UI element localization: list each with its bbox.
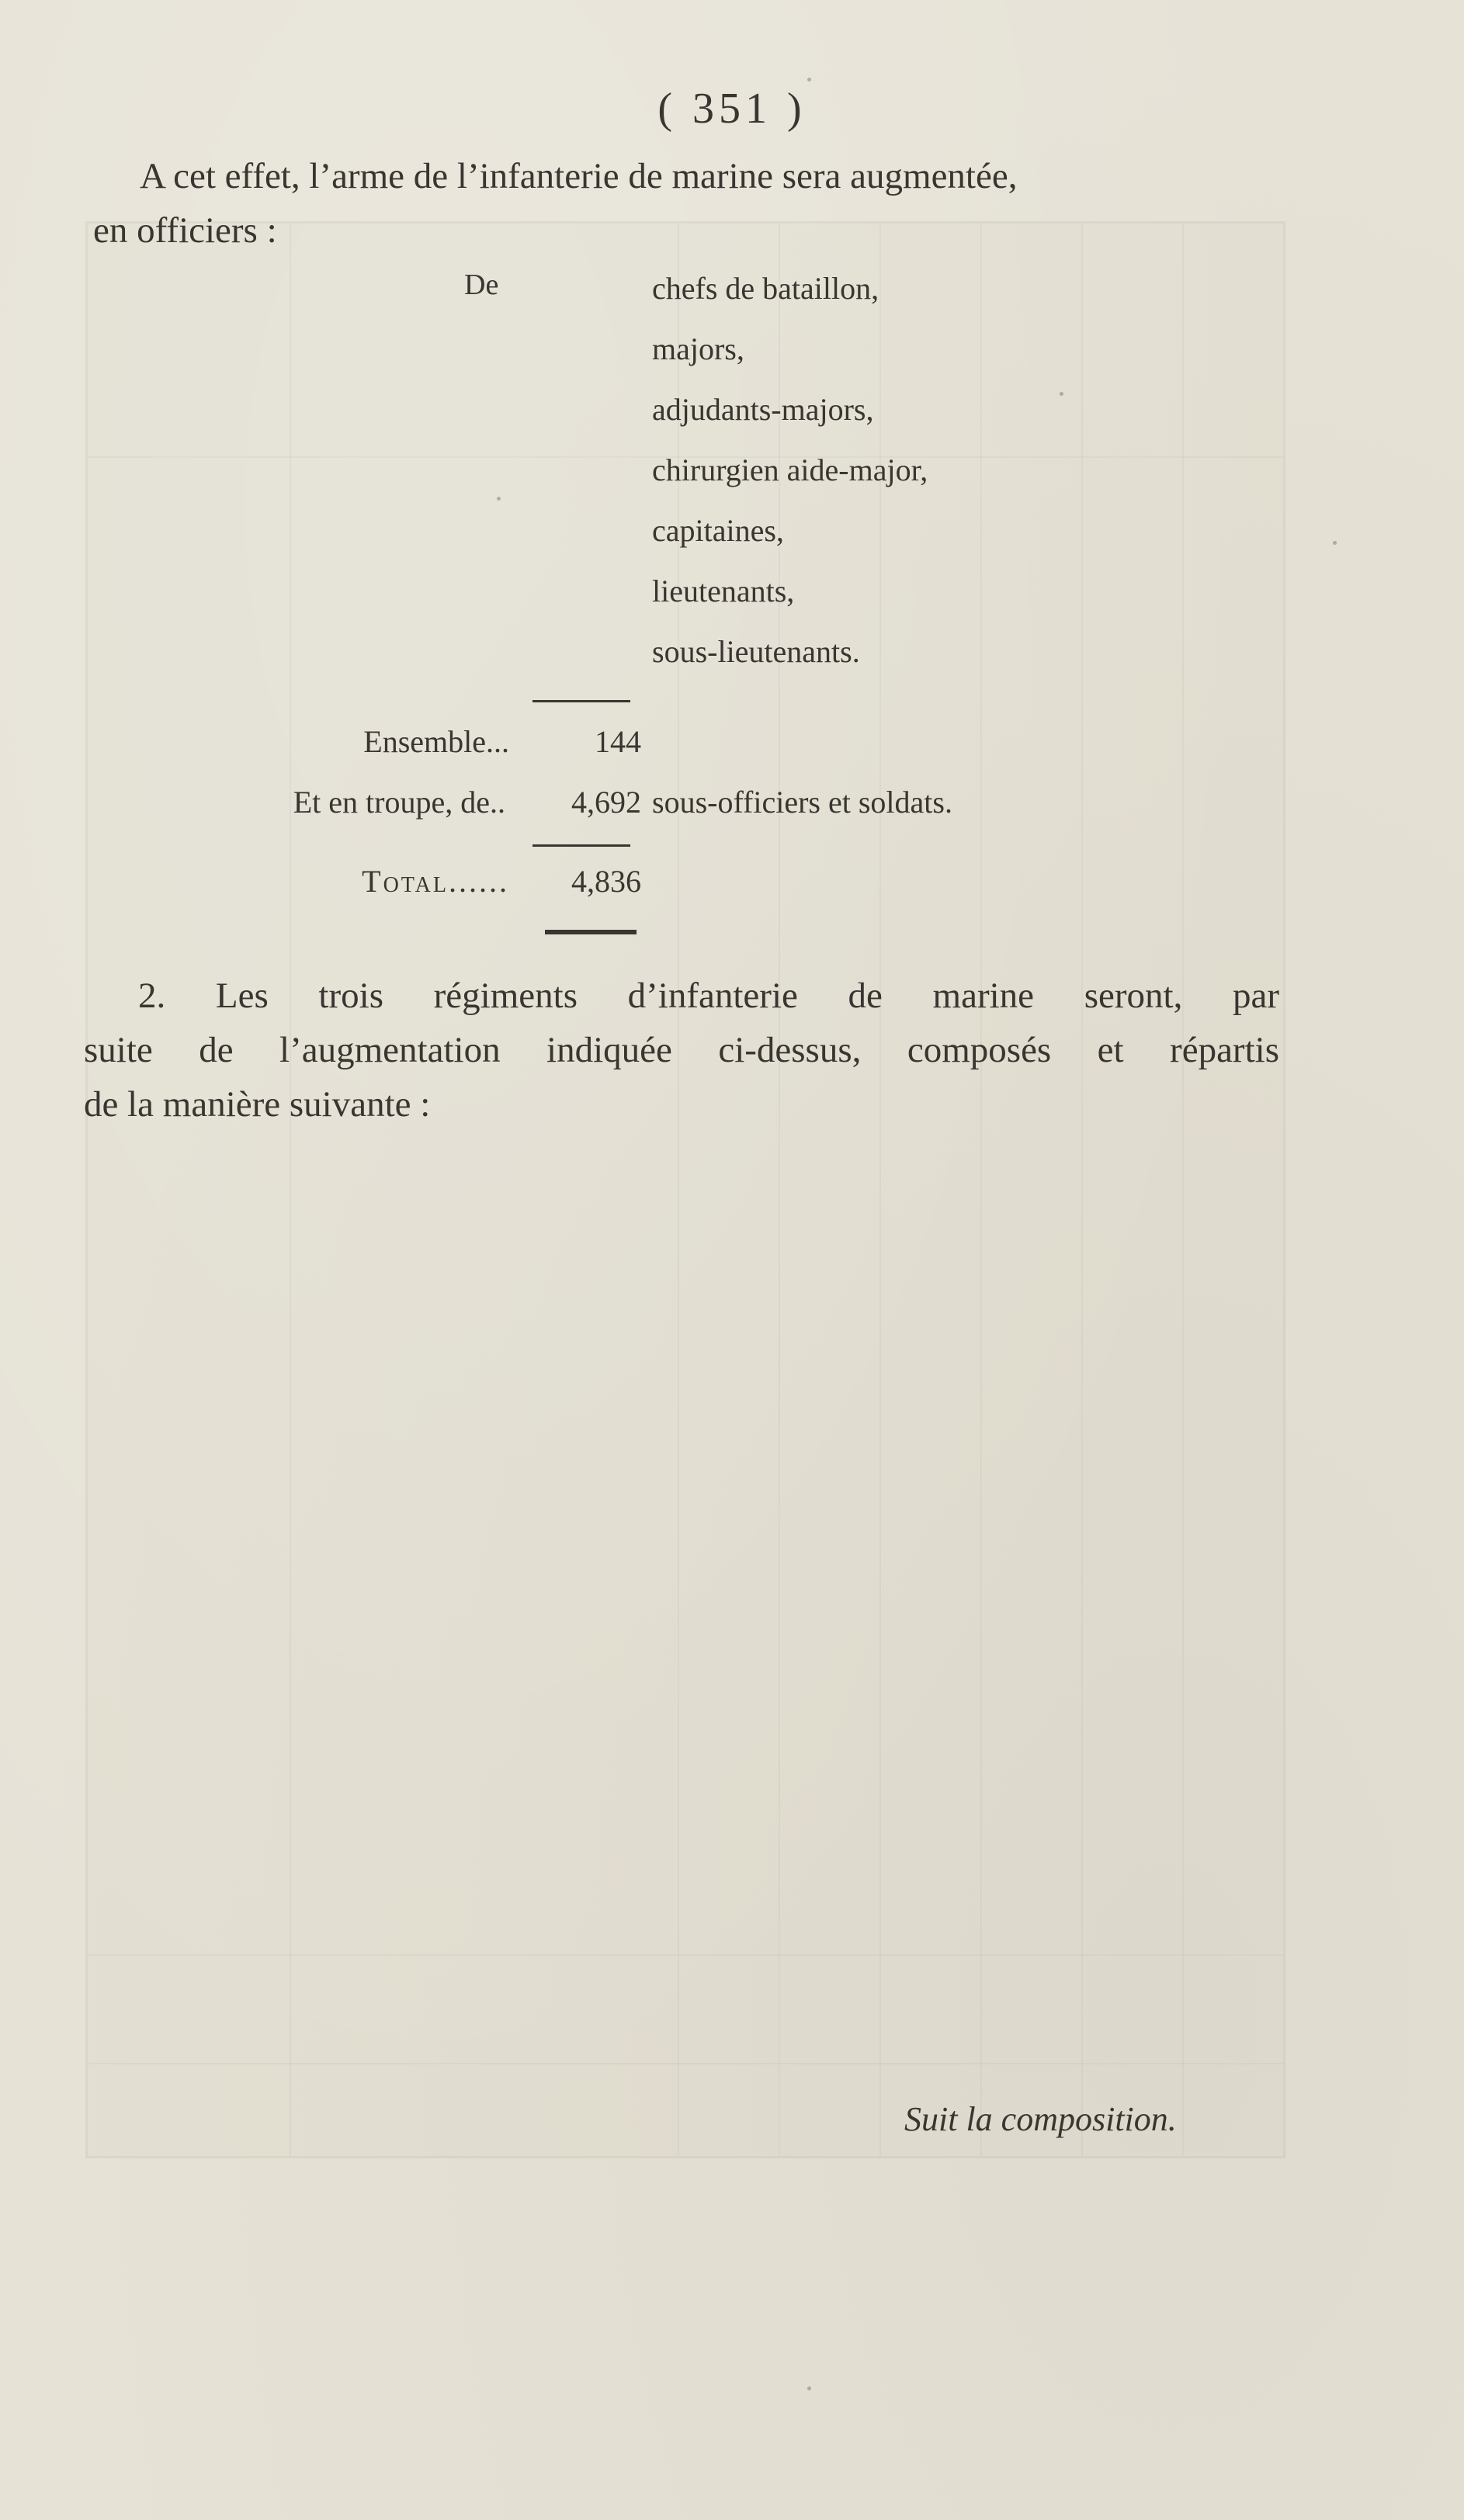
article-2-line-1: 2. Les trois régiments d’infanterie de marine seront, par [138,976,1279,1016]
troupe-description: sous-officiers et soldats. [652,785,952,820]
troupe-label: Et en troupe, de.. [293,785,505,820]
ensemble-label: Ensemble... [363,724,509,759]
officer-label: chirurgien aide-major, [652,452,928,487]
intro-line-1: A cet effet, l’arme de l’infanterie de marine sera augmentée, [140,156,1018,196]
total-label: Total...... [362,864,509,899]
officer-label: lieutenants, [652,574,795,608]
paper-speck [497,497,501,501]
officer-label: chefs de bataillon, [652,271,879,306]
officer-label: capitaines, [652,513,784,548]
paper-speck [807,2387,811,2390]
subtotal-rule [533,700,630,702]
troupe-value: 4,692 [571,785,641,820]
ensemble-row [0,723,1464,785]
total-value: 4,836 [571,864,641,899]
paper-speck [1060,392,1063,396]
de-label: De [464,269,499,301]
total-row [0,863,1464,925]
officer-label: adjudants-majors, [652,392,874,427]
intro-line-2: en officiers : [93,210,277,251]
paper-speck [1333,541,1337,545]
officer-label: majors, [652,331,744,366]
article-2-line-2: suite de l’augmentation indiquée ci-dessus, composés et répartis [84,1030,1279,1070]
total-underline [545,930,637,934]
article-2-line-3: de la manière suivante : [84,1084,431,1125]
officer-label: sous-lieutenants. [652,634,860,669]
troupe-row [0,784,1464,846]
page-number: ( 351 ) [657,85,807,133]
footer-note: Suit la composition. [904,2100,1177,2138]
article-2-paragraph [84,969,1279,1132]
total-rule [533,844,630,847]
ensemble-value: 144 [595,724,641,759]
intro-paragraph [93,149,1304,258]
paper-speck [807,78,811,81]
